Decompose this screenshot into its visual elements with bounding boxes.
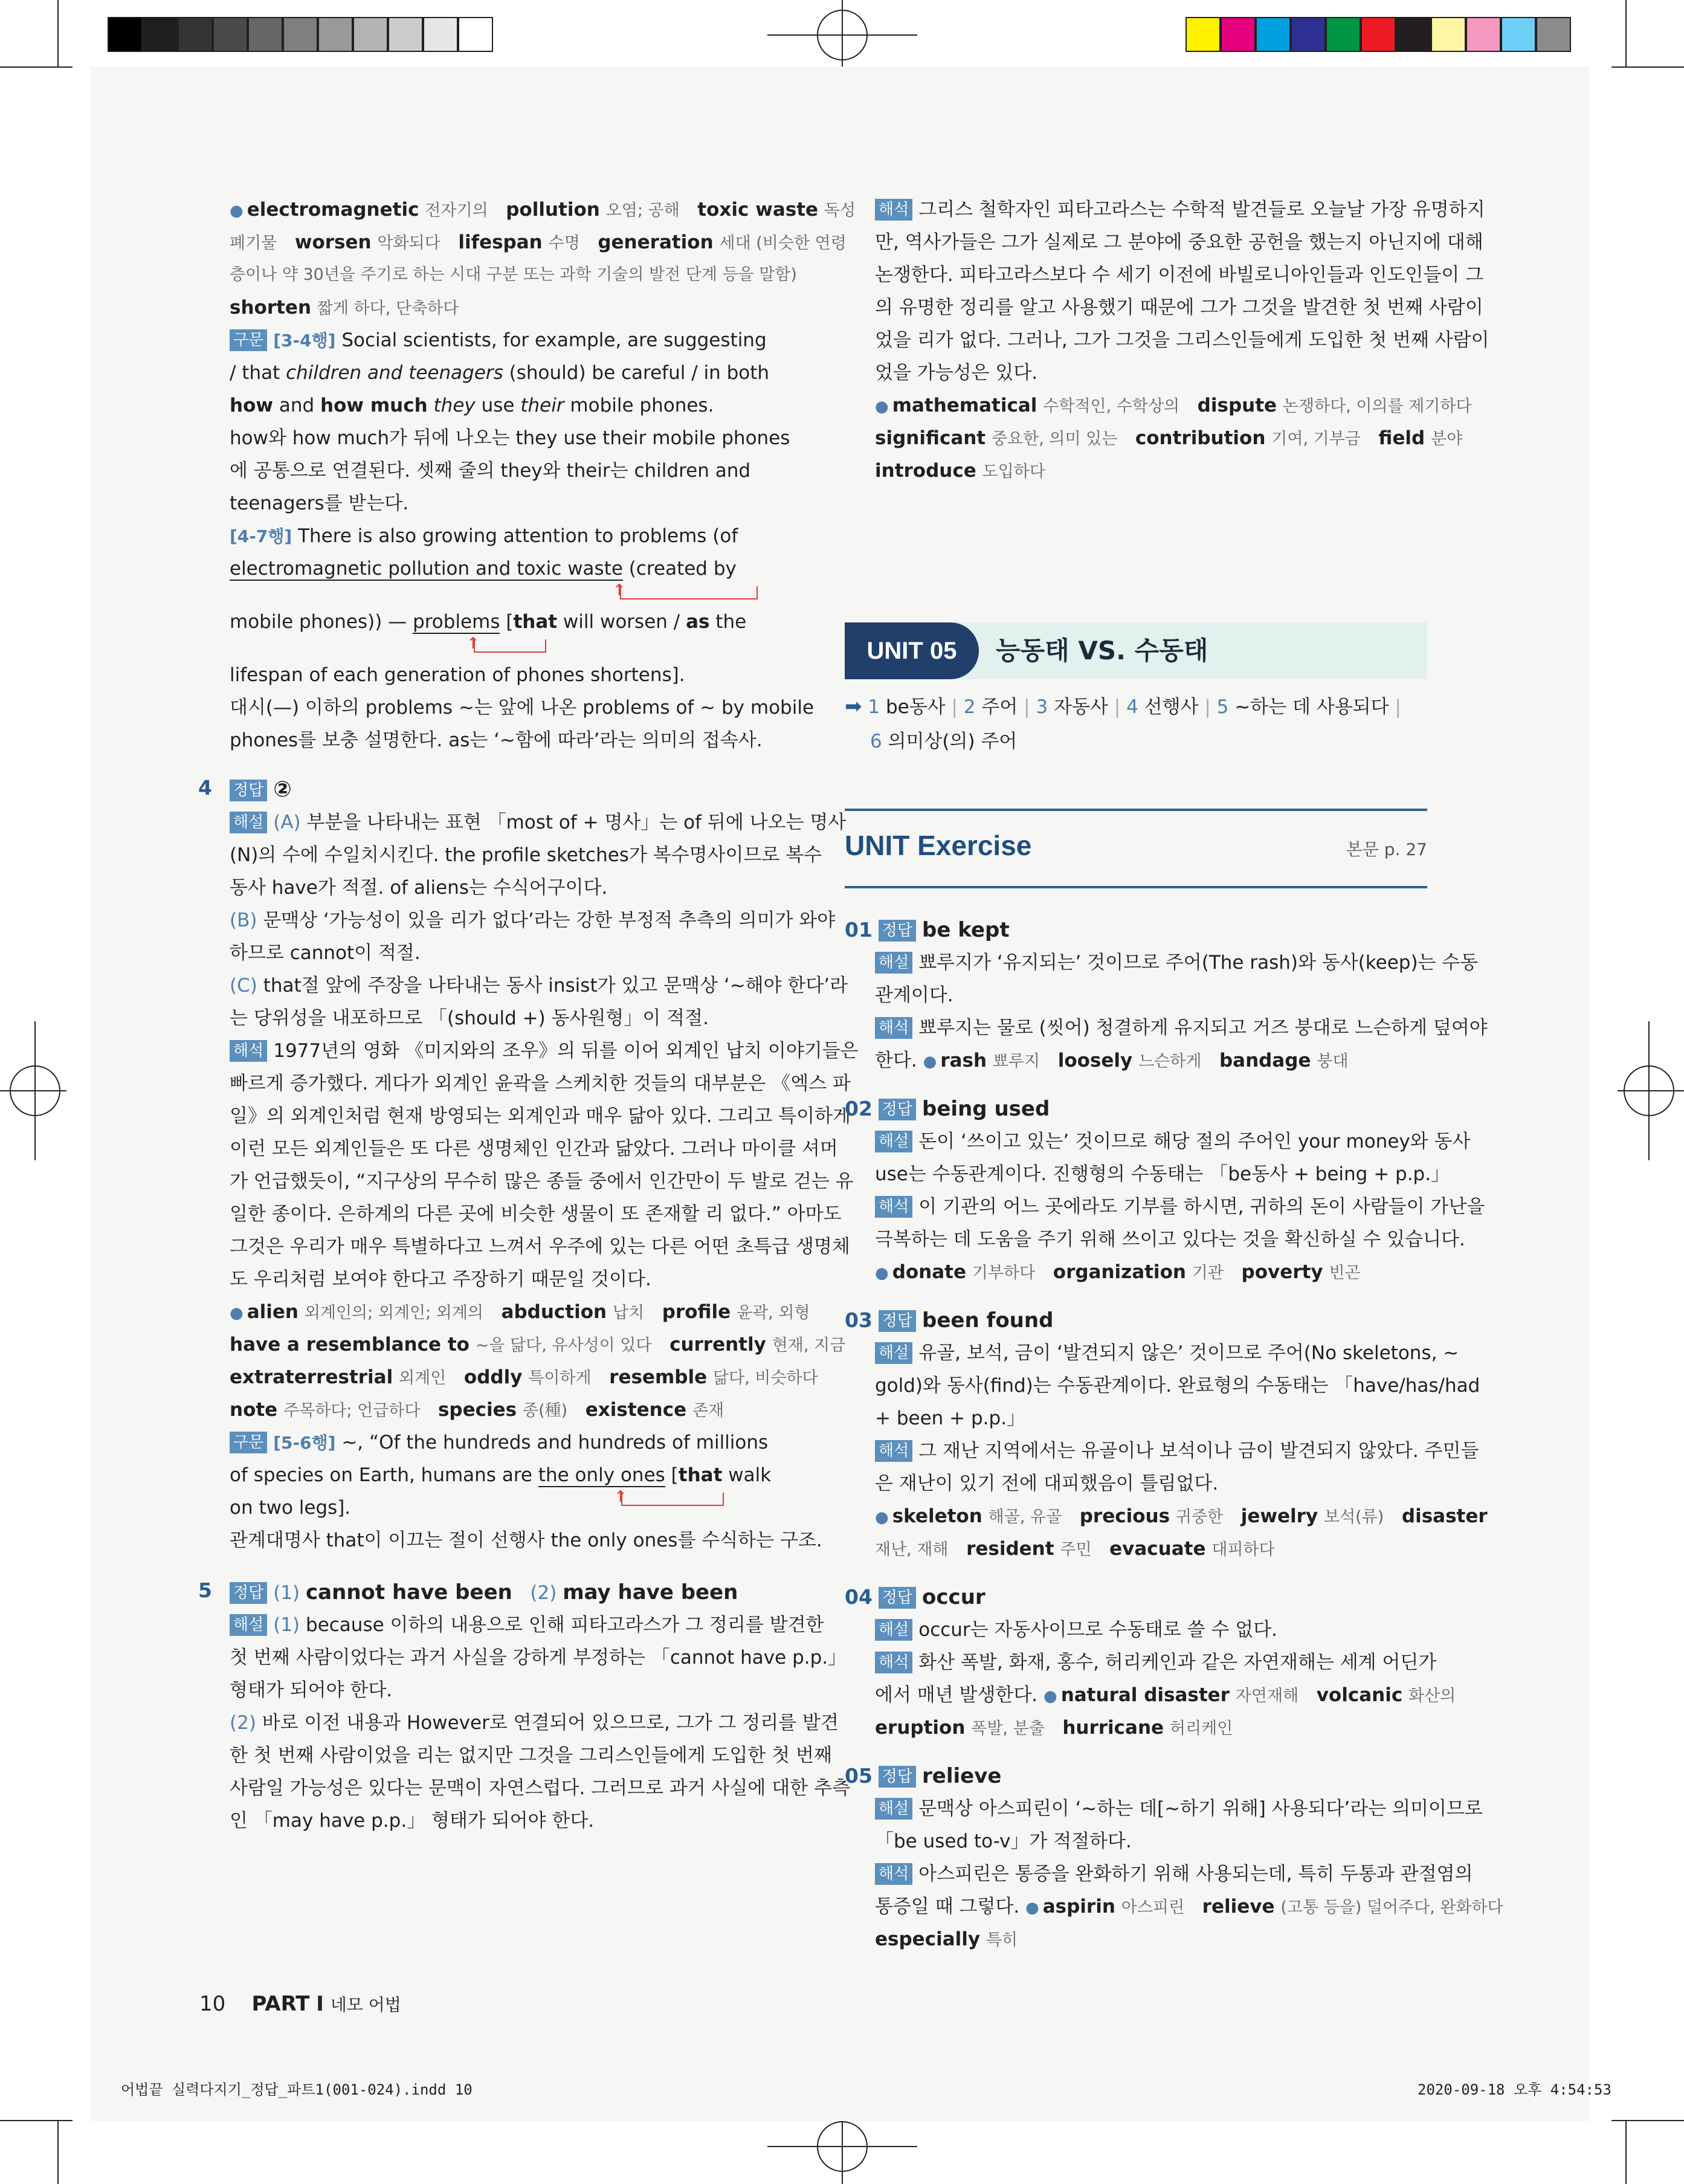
explanation-line: 해설 occur는 자동사이므로 수동태로 쓸 수 없다. (875, 1614, 1277, 1646)
arrow-head-icon: ↑ (613, 581, 626, 599)
unit-header (845, 622, 1427, 679)
explanation-line: 해설 문맥상 아스피린이 ‘~하는 데[~하기 위해] 사용되다’라는 의미이므로 (875, 1792, 1483, 1825)
translation-line: 논쟁한다. 피타고라스보다 수 세기 이전에 바빌로니아인들과 인도인들이 그 (875, 264, 1484, 286)
translation-line: 도 우리처럼 보여야 한다고 주장하기 때문일 것이다. (230, 1268, 651, 1290)
color-swatch (1466, 17, 1501, 52)
vocab-line: eruption 폭발, 분출 hurricane 허리케인 (875, 1717, 1233, 1739)
grammar-note-line: of species on Earth, humans are the only ones [that walk (230, 1464, 772, 1486)
translation-line: 의 유명한 정리를 알고 사용했기 때문에 그가 그것을 발견한 첫 번째 사람이 (875, 297, 1483, 318)
grammar-note-line: / that children and teenagers (should) be careful / in both (230, 362, 770, 384)
vocab-line: note 주목하다; 언급하다 species 종(種) existence 존재 (230, 1399, 724, 1421)
crop-mark (1625, 0, 1627, 66)
vocab-line: extraterrestrial 외계인 oddly 특이하게 resemble 닮다, 비슷하다 (230, 1366, 818, 1388)
vocab-line: ● skeleton 해골, 유골 precious 귀중한 jewelry 보석(류) disaster (875, 1505, 1488, 1527)
grammar-note-line: 관계대명사 that이 이끄는 절이 선행사 the only ones를 수식하는 구조. (230, 1530, 822, 1551)
crop-mark (0, 66, 73, 68)
grammar-note-line: 대시(—) 이하의 problems ~는 앞에 나온 problems of ~ by mobile (230, 697, 815, 719)
color-swatch (1186, 17, 1221, 52)
vocab-line: have a resemblance to ~을 닮다, 유사성이 있다 currently 현재, 지금 (230, 1334, 846, 1355)
crop-mark (1625, 2120, 1627, 2184)
color-swatch (108, 17, 143, 52)
color-swatch (1396, 17, 1431, 52)
registration-line (842, 0, 843, 66)
topic-line: 6 의미상(의) 주어 (870, 731, 1018, 752)
translation-line: 해석 그 재난 지역에서는 유골이나 보석이나 금이 발견되지 않았다. 주민들 (875, 1435, 1479, 1467)
color-swatch (1326, 17, 1361, 52)
explanation-line: 인 「may have p.p.」 형태가 되어야 한다. (230, 1810, 595, 1832)
vocab-line: ● donate 기부하다 organization 기관 poverty 빈곤 (875, 1261, 1361, 1283)
translation-line: 에서 매년 발생한다. ● natural disaster 자연재해 volcanic 화산의 (875, 1684, 1456, 1706)
color-swatch (1221, 17, 1256, 52)
color-swatch (1501, 17, 1536, 52)
explanation-line: (2) 바로 이전 내용과 However로 연결되어 있으므로, 그가 그 정리를 발견 (230, 1712, 839, 1734)
page-footer: 10 PART I 네모 어법 (199, 1992, 401, 2016)
explanation-line: 해설 유골, 보석, 금이 ‘발견되지 않은’ 것이므로 주어(No skeletons, ~ (875, 1337, 1459, 1369)
vocab-line: introduce 도입하다 (875, 460, 1045, 482)
translation-line: 통증일 때 그렇다. ● aspirin 아스피린 relieve (고통 등을) 덜어주다, 완화하다 (875, 1896, 1503, 1917)
color-swatch (1291, 17, 1326, 52)
answer-tag: 정답 (230, 1582, 267, 1604)
topic-line: ➡ 1 be동사 | 2 주어 | 3 자동사 | 4 선행사 | 5 ~하는 데 사용되다 | (845, 694, 1401, 719)
color-swatch (1536, 17, 1571, 52)
registration-line (34, 1021, 36, 1160)
translation-line: 었을 리가 없다. 그러나, 그가 그것을 그리스인들에게 도입한 첫 번째 사람이 (875, 329, 1489, 351)
explanation-line: 하므로 cannot이 적절. (230, 942, 421, 964)
explanation-line: 는 당위성을 내포하므로 「(should +) 동사원형」이 적절. (230, 1007, 709, 1029)
color-swatch (388, 17, 423, 52)
translation-tag: 해석 (230, 1040, 267, 1062)
explanation-line: 한 첫 번째 사람이었을 리는 없지만 그것을 그리스인들에게 도입한 첫 번째 (230, 1745, 832, 1766)
translation-line: 빠르게 증가했다. 게다가 외계인 윤곽을 스케치한 것들의 대부분은 《엑스 파 (230, 1073, 851, 1094)
arrow-right-icon: ➡ (845, 694, 862, 719)
answer-line: 정답 (1) cannot have been (2) may have been (230, 1576, 738, 1609)
explanation-line: + been + p.p.」 (875, 1407, 1026, 1429)
registration-line (1648, 1021, 1650, 1160)
explanation-line: 해설 뾰루지가 ‘유지되는’ 것이므로 주어(The rash)와 동사(keep)는 수동 (875, 946, 1478, 979)
part-label: PART (251, 1992, 310, 2016)
answer-tag: 정답 (230, 780, 267, 801)
color-swatch (1431, 17, 1466, 52)
color-swatch (143, 17, 178, 52)
page-number: 10 (199, 1992, 226, 2016)
book-title: 네모 어법 (330, 1995, 401, 2015)
exercise-header (845, 809, 1427, 888)
translation-line: 이런 모든 외계인들은 또 다른 생명체인 인간과 닮았다. 그러나 마이클 셔머 (230, 1138, 838, 1160)
explanation-line: use는 수동관계이다. 진행형의 수동태는 「be동사 + being + p.p.」 (875, 1163, 1450, 1185)
explanation-line: 해설 (1) because 이하의 내용으로 인해 피타고라스가 그 정리를 발견한 (230, 1609, 824, 1641)
translation-line: 극복하는 데 도움을 주기 위해 쓰이고 있다는 것을 확신하실 수 있습니다. (875, 1229, 1465, 1250)
registration-line (842, 2120, 843, 2184)
grammar-note-line: lifespan of each generation of phones shortens]. (230, 664, 685, 686)
exercise-title: UNIT Exercise (845, 830, 1032, 861)
registration-line (1618, 1090, 1684, 1091)
exercise-answer-01: 01 정답 be kept (845, 918, 1010, 942)
vocab-line: ● electromagnetic 전자기의 pollution 오염; 공해 toxic waste 독성 (230, 199, 856, 221)
unit-label: UNIT 05 (845, 622, 979, 679)
grammar-note-line: on two legs]. (230, 1497, 351, 1519)
explanation-line: 동사 have가 적절. of aliens는 수식어구이다. (230, 877, 608, 899)
translation-tag: 해석 (875, 199, 912, 221)
color-swatch (1361, 17, 1396, 52)
exercise-answer-05: 05 정답 relieve (845, 1764, 1002, 1788)
grammar-tag: 구문 (230, 1432, 267, 1453)
modifier-arrow (474, 639, 546, 653)
vocab-line: 재난, 재해 resident 주민 evacuate 대피하다 (875, 1538, 1275, 1560)
modifier-arrow (621, 1493, 724, 1506)
answer-line: 정답 ② (230, 774, 292, 807)
color-swatch (353, 17, 388, 52)
color-swatch (1256, 17, 1291, 52)
registration-line (0, 1090, 66, 1091)
translation-line: 해석 그리스 철학자인 피타고라스는 수학적 발견들로 오늘날 가장 유명하지 (875, 193, 1485, 226)
explanation-line: (C) that절 앞에 주장을 나타내는 동사 insist가 있고 문맥상 ‘~해야 한다’라 (230, 975, 848, 997)
translation-line: 은 재난이 있기 전에 대피했음이 틀림없다. (875, 1473, 1219, 1494)
grammar-tag: 구문 (230, 329, 267, 351)
translation-line: 가 언급했듯이, “지구상의 무수히 많은 종들 중에서 인간만이 두 발로 걷는 유 (230, 1171, 854, 1192)
explanation-line: 해설 (A) 부분을 나타내는 표현 「most of + 명사」는 of 뒤에 나오는 명사 (230, 806, 846, 839)
translation-line: 해석 아스피린은 통증을 완화하기 위해 사용되는데, 특히 두통과 관절염의 (875, 1858, 1473, 1890)
explanation-line: 해설 돈이 ‘쓰이고 있는’ 것이므로 해당 절의 주어인 your money와 동사 (875, 1125, 1470, 1158)
translation-line: 해석 1977년의 영화 《미지와의 조우》의 뒤를 이어 외계인 납치 이야기들은 (230, 1035, 859, 1067)
explanation-line: (N)의 수에 수일치시킨다. the profile sketches가 복수명사이므로 복수 (230, 844, 822, 866)
grammar-note-line: 구문 [3-4행] Social scientists, for example, are suggesting (230, 324, 767, 357)
exercise-answer-04: 04 정답 occur (845, 1585, 986, 1609)
explanation-tag: 해설 (230, 812, 267, 833)
explanation-line: (B) 문맥상 ‘가능성이 있을 리가 없다’라는 강한 부정적 추측의 의미가 와야 (230, 909, 836, 931)
crop-mark (57, 0, 59, 66)
color-swatch (423, 17, 458, 52)
page-reference: 본문 p. 27 (1346, 839, 1427, 859)
explanation-line: gold)와 동사(find)는 수동관계이다. 완료형의 수동태는 「have/has/had (875, 1375, 1480, 1397)
translation-line: 었을 가능성은 있다. (875, 362, 1038, 384)
translation-line: 일》의 외계인처럼 현재 방영되는 외계인과 매우 닮아 있다. 그리고 특이하게 (230, 1105, 851, 1127)
crop-mark (0, 2120, 73, 2121)
vocab-line: especially 특히 (875, 1928, 1018, 1950)
translation-line: 그것은 우리가 매우 특별하다고 느껴서 우주에 있는 다른 어떤 초특급 생명체 (230, 1236, 850, 1258)
slug-filename: 어법끝 실력다지기_정답_파트1(001-024).indd 10 (121, 2081, 473, 2098)
explanation-tag: 해설 (230, 1614, 267, 1636)
crop-mark (1611, 2120, 1684, 2121)
translation-line: 만, 역사가들은 그가 실제로 그 분야에 중요한 공헌을 했는지 아닌지에 대해 (875, 231, 1483, 253)
translation-line: 한다. ● rash 뾰루지 loosely 느슨하게 bandage 붕대 (875, 1050, 1349, 1071)
translation-line: 해석 뾰루지는 물로 (씻어) 청결하게 유지되고 거즈 붕대로 느슨하게 덮여야 (875, 1012, 1488, 1044)
translation-line: 해석 이 기관의 어느 곳에라도 기부를 하시면, 귀하의 돈이 사람들이 가난을 (875, 1191, 1485, 1223)
vocab-line: 폐기물 worsen 악화되다 lifespan 수명 generation 세대 (비슷한 연령 (230, 231, 847, 253)
question-number: 5 (198, 1578, 212, 1602)
color-swatch (248, 17, 283, 52)
vocab-line: 층이나 약 30년을 주기로 하는 시대 구분 또는 과학 기술의 발전 단계 등을 말함) (230, 265, 797, 284)
crop-mark (1611, 66, 1684, 68)
color-swatch (178, 17, 213, 52)
grammar-note-line: electromagnetic pollution and toxic waste (created by (230, 558, 737, 580)
color-swatch (213, 17, 248, 52)
explanation-line: 사람일 가능성은 있다는 문맥이 자연스럽다. 그러므로 과거 사실에 대한 추측 (230, 1777, 850, 1799)
modifier-arrow (620, 586, 758, 599)
grammar-note-line: how and how much they use their mobile phones. (230, 395, 714, 416)
grammar-note-line: mobile phones)) — problems [that will worsen / as the (230, 611, 747, 633)
color-swatch (283, 17, 318, 52)
explanation-line: 형태가 되어야 한다. (230, 1679, 393, 1701)
vocab-line: ● alien 외계인의; 외계인; 외계의 abduction 납치 profile 윤곽, 외형 (230, 1301, 810, 1323)
grammar-note-line: teenagers를 받는다. (230, 493, 409, 514)
explanation-line: 첫 번째 사람이었다는 과거 사실을 강하게 부정하는 「cannot have p.p.」 (230, 1647, 847, 1669)
translation-line: 일한 종이다. 은하계의 다른 곳에 비슷한 생물이 또 존재할 리 없다.” 아마도 (230, 1203, 842, 1225)
color-swatch (318, 17, 353, 52)
question-number: 4 (198, 776, 212, 800)
translation-line: 해석 화산 폭발, 화재, 홍수, 허리케인과 같은 자연재해는 세계 어딘가 (875, 1646, 1436, 1679)
unit-title: 능동태 VS. 수동태 (996, 636, 1208, 665)
grammar-note-line: 에 공통으로 연결된다. 셋째 줄의 they와 their는 children and (230, 460, 751, 482)
grammar-note-line: [4-7행] There is also growing attention to problems (of (230, 525, 738, 547)
exercise-answer-02: 02 정답 being used (845, 1097, 1050, 1121)
slug-date: 2020-09-18 오후 4:54:53 (1418, 2081, 1611, 2098)
explanation-line: 관계이다. (875, 984, 953, 1006)
vocab-line: shorten 짧게 하다, 단축하다 (230, 297, 459, 318)
arrow-head-icon: ↑ (466, 635, 480, 653)
arrow-head-icon: ↑ (614, 1488, 627, 1506)
vocab-line: ● mathematical 수학적인, 수학상의 dispute 논쟁하다, 이의를 제기하다 (875, 395, 1472, 416)
grammar-note-line: how와 how much가 뒤에 나오는 they use their mobile phones (230, 427, 790, 449)
explanation-line: 「be used to-v」가 적절하다. (875, 1830, 1132, 1852)
vocab-line: significant 중요한, 의미 있는 contribution 기여, 기부금 field 분야 (875, 427, 1463, 449)
grammar-note-line: 구문 [5-6행] ~, “Of the hundreds and hundreds of millions (230, 1426, 768, 1459)
exercise-answer-03: 03 정답 been found (845, 1308, 1054, 1333)
grammar-note-line: phones를 보충 설명한다. as는 ‘~함에 따라’라는 의미의 접속사. (230, 729, 763, 751)
crop-mark (57, 2120, 59, 2184)
color-swatch (458, 17, 493, 52)
